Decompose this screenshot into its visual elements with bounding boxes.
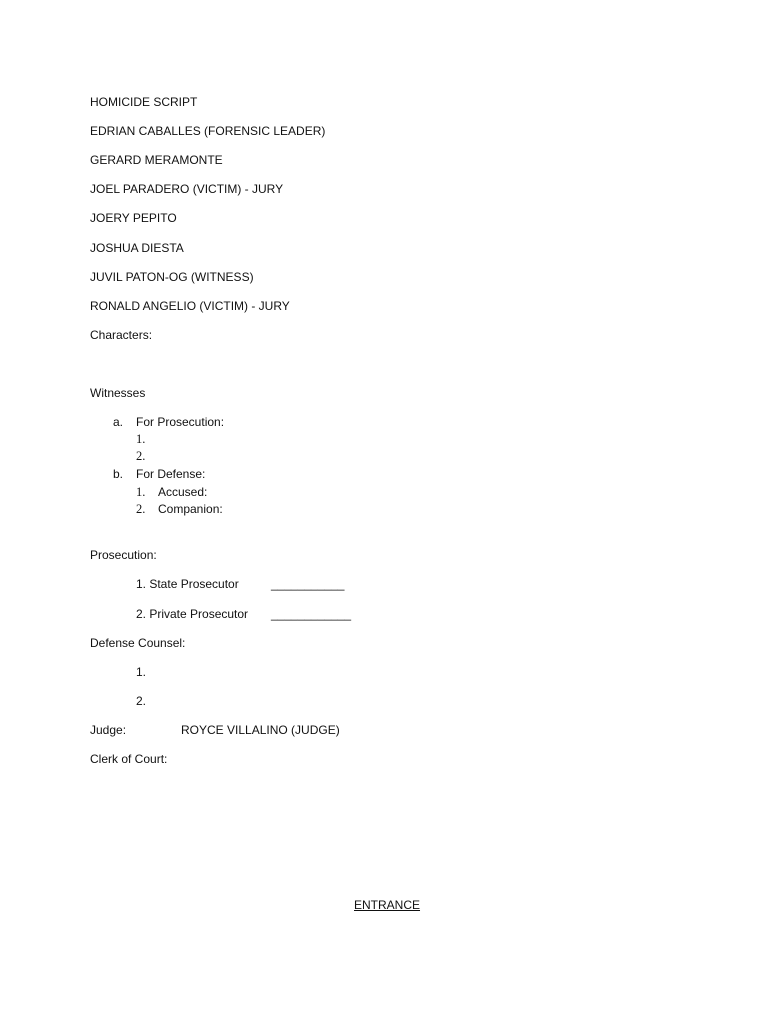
state-prosecutor-blank: ___________ [271, 577, 345, 591]
state-prosecutor-label: 1. State Prosecutor [136, 577, 239, 591]
prosecution-heading: Prosecution: [90, 548, 157, 562]
list-number: 2. [136, 449, 146, 463]
witnesses-heading: Witnesses [90, 386, 146, 400]
judge-label: Judge: [90, 723, 127, 737]
private-prosecutor-label: 2. Private Prosecutor [136, 607, 249, 621]
cast-line: GERARD MERAMONTE [90, 153, 223, 167]
cast-line: EDRIAN CABALLES (FORENSIC LEADER) [90, 124, 326, 138]
accused-label: Accused: [158, 485, 208, 499]
characters-heading: Characters: [90, 328, 153, 342]
list-number: 2. [136, 694, 147, 708]
list-marker: a. [113, 415, 124, 429]
companion-label: Companion: [158, 502, 223, 516]
list-number: 1. [136, 432, 146, 446]
cast-line: RONALD ANGELIO (VICTIM) - JURY [90, 299, 290, 313]
cast-line: JOERY PEPITO [90, 211, 177, 225]
private-prosecutor-blank: ____________ [271, 607, 352, 621]
entrance-heading: ENTRANCE [354, 898, 421, 912]
cast-line: JOSHUA DIESTA [90, 241, 184, 255]
cast-line: JOEL PARADERO (VICTIM) - JURY [90, 182, 284, 196]
clerk-of-court-label: Clerk of Court: [90, 752, 168, 766]
cast-line: JUVIL PATON-OG (WITNESS) [90, 270, 254, 284]
prosecution-witnesses-label: For Prosecution: [136, 415, 225, 429]
list-number: 2. [136, 502, 146, 516]
defense-counsel-heading: Defense Counsel: [90, 636, 186, 650]
document-title: HOMICIDE SCRIPT [90, 95, 198, 109]
judge-name: ROYCE VILLALINO (JUDGE) [181, 723, 340, 737]
defense-witnesses-label: For Defense: [136, 467, 206, 481]
list-number: 1. [136, 665, 147, 679]
list-marker: b. [113, 467, 124, 481]
list-number: 1. [136, 485, 146, 499]
